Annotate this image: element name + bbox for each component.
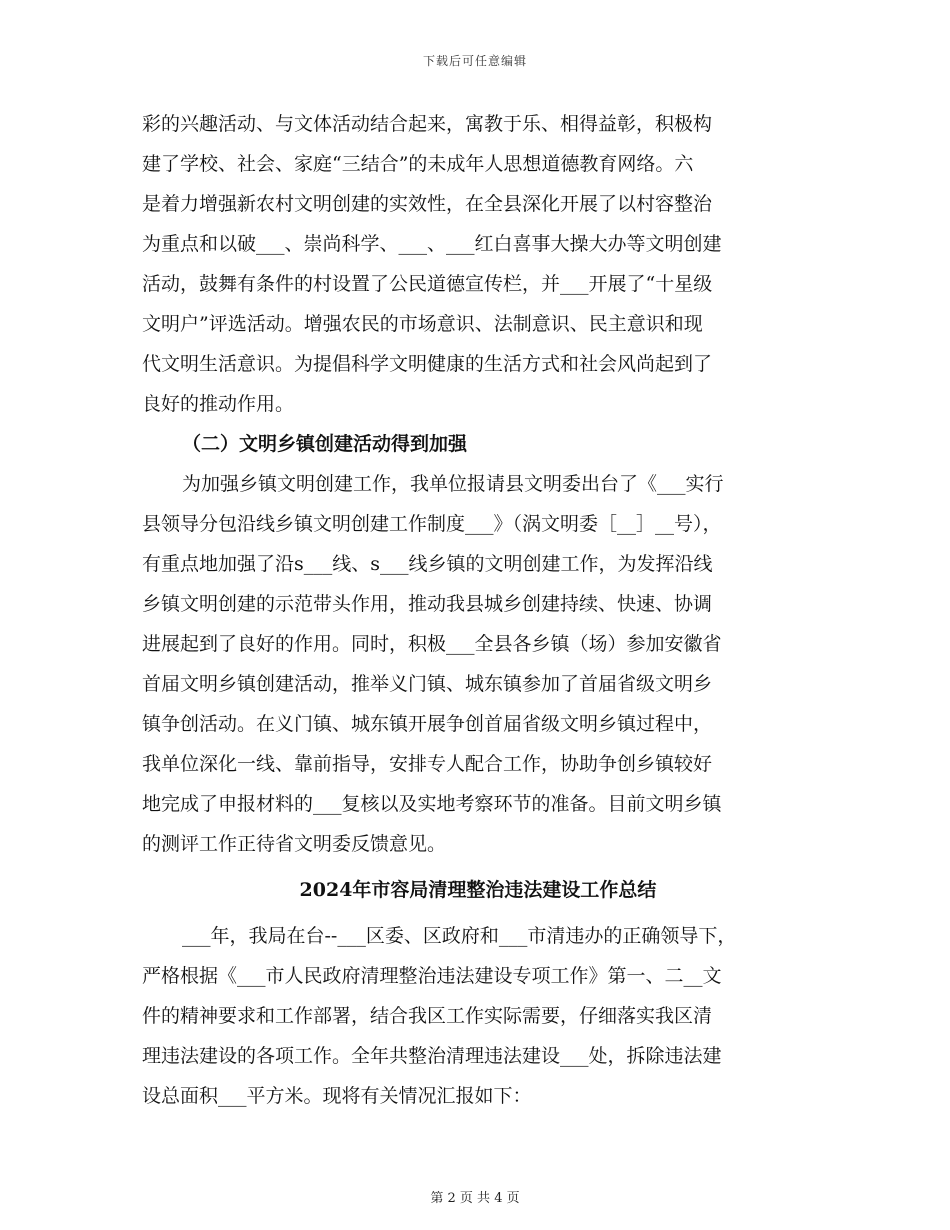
paragraph-line: 为加强乡镇文明创建工作，我单位报请县文明委出台了《___实行 [182, 473, 724, 495]
paragraph-line: ___年，我局在台--___区委、区政府和___市清违办的正确领导下， [182, 925, 737, 947]
paragraph-line: 为重点和以破___、崇尚科学、___、___红白喜事大操大办等文明创建 [142, 233, 722, 255]
paragraph-line: 理违法建设的各项工作。全年共整治清理违法建设___处，拆除违法建 [142, 1045, 722, 1067]
document-body [142, 104, 814, 1116]
paragraph-line: 严格根据《___市人民政府清理整治违法建设专项工作》第一、二__文 [142, 965, 722, 987]
paragraph-line: 乡镇文明创建的示范带头作用，推动我县城乡创建持续、快速、协调 [142, 593, 713, 615]
paragraph-line: 设总面积___平方米。现将有关情况汇报如下： [142, 1085, 532, 1107]
paragraph-line: 进展起到了良好的作用。同时，积极___全县各乡镇（场）参加安徽省 [142, 633, 722, 655]
page-header-note: 下载后可任意编辑 [422, 54, 527, 68]
paragraph-line: 的测评工作正待省文明委反馈意见。 [142, 833, 447, 855]
paragraph-line: 建了学校、社会、家庭“三结合”的未成年人思想道德教育网络。六 [142, 153, 694, 175]
section-heading: （二）文明乡镇创建活动得到加强 [182, 433, 468, 455]
paragraph-line: 我单位深化一线、靠前指导，安排专人配合工作，协助争创乡镇较好 [142, 753, 713, 775]
paragraph-line: 地完成了申报材料的___复核以及实地考察环节的准备。目前文明乡镇 [142, 793, 722, 815]
paragraph-line: 县领导分包沿线乡镇文明创建工作制度___》（涡文明委［__］__号）， [142, 513, 722, 535]
article-title: 2024年市容局清理整治违法建设工作总结 [299, 879, 657, 901]
paragraph-line: 文明户”评选活动。增强农民的市场意识、法制意识、民主意识和现 [142, 313, 703, 335]
paragraph-line: 首届文明乡镇创建活动，推举义门镇、城东镇参加了首届省级文明乡 [142, 673, 713, 695]
paragraph-line: 是着力增强新农村文明创建的实效性，在全县深化开展了以村容整治 [142, 193, 713, 215]
paragraph-line: 彩的兴趣活动、与文体活动结合起来，寓教于乐、相得益彰，积极构 [142, 113, 713, 135]
paragraph-line: 有重点地加强了沿s___线、s___线乡镇的文明创建工作，为发挥沿线 [142, 553, 713, 575]
page-number: 第 2 页 共 4 页 [430, 1191, 520, 1206]
paragraph-line: 镇争创活动。在义门镇、城东镇开展争创首届省级文明乡镇过程中， [142, 713, 713, 735]
paragraph-line: 良好的推动作用。 [142, 393, 295, 415]
paragraph-line: 代文明生活意识。为提倡科学文明健康的生活方式和社会风尚起到了 [142, 353, 713, 375]
paragraph-line: 件的精神要求和工作部署，结合我区工作实际需要，仔细落实我区清 [142, 1005, 713, 1027]
paragraph-line: 活动，鼓舞有条件的村设置了公民道德宣传栏，并___开展了“十星级 [142, 273, 713, 295]
